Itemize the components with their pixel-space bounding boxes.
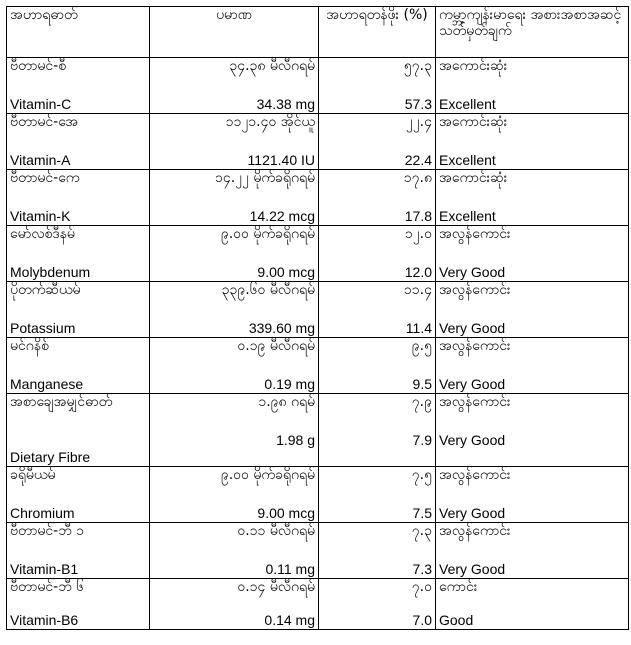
quantity-mm: ၉.၀၀ မိုက်ခရိုဂရမ် (220, 226, 315, 242)
percent-cell (319, 338, 436, 394)
rating-en: Very Good (439, 264, 506, 280)
quantity-cell (150, 58, 319, 114)
percent-cell (319, 282, 436, 338)
nutrient-name-cell (7, 282, 150, 338)
table-row (7, 170, 629, 226)
percent-en: 11.4 (405, 320, 432, 336)
rating-en: Very Good (439, 432, 506, 448)
quantity-cell (150, 467, 319, 523)
nutrient-name-cell (7, 226, 150, 282)
quantity-en: 34.38 mg (256, 96, 315, 112)
percent-cell (319, 170, 436, 226)
nutrient-name-mm: ဗီတာမင်-ဘီ ၁ (10, 523, 85, 539)
table-row (7, 58, 629, 114)
quantity-cell (150, 394, 319, 467)
quantity-cell (150, 226, 319, 282)
nutrient-name-en: Vitamin-B6 (10, 612, 79, 628)
percent-mm: ၉.၅ (411, 338, 432, 354)
percent-en: 7.0 (412, 612, 432, 628)
nutrient-name-cell (7, 58, 150, 114)
percent-cell (319, 579, 436, 630)
rating-cell (436, 523, 629, 579)
quantity-mm: ၀.၁၁ မီလီဂရမ် (237, 523, 315, 539)
table-row (7, 338, 629, 394)
table-row (7, 282, 629, 338)
nutrient-name-mm: ဗီတာမင်-ဘီ ၆ (10, 579, 85, 595)
percent-en: 7.5 (412, 505, 432, 521)
rating-en: Excellent (439, 96, 496, 112)
rating-mm: အလွန်ကောင်း (439, 523, 511, 539)
nutrient-name-mm: မော်လစ်ဒီနမ် (10, 226, 75, 242)
quantity-en: 14.22 mcg (249, 208, 315, 224)
percent-mm: ၇.၀ (411, 579, 432, 595)
rating-cell (436, 282, 629, 338)
nutrient-table (6, 6, 629, 630)
rating-en: Very Good (439, 376, 506, 392)
percent-en: 17.8 (404, 208, 432, 224)
percent-en: 57.3 (404, 96, 432, 112)
rating-cell (436, 226, 629, 282)
quantity-en: 9.00 mcg (257, 505, 315, 521)
quantity-mm: ၉.၀၀ မိုက်ခရိုဂရမ် (220, 467, 315, 483)
rating-en: Very Good (439, 505, 506, 521)
nutrient-name-en: Chromium (10, 505, 75, 521)
nutrient-name-cell (7, 338, 150, 394)
percent-mm: ၇.၃ (411, 523, 432, 539)
rating-en: Very Good (439, 320, 506, 336)
percent-cell (319, 226, 436, 282)
quantity-en: 0.11 mg (265, 561, 315, 577)
percent-cell (319, 467, 436, 523)
table-row (7, 467, 629, 523)
percent-en: 7.9 (412, 432, 432, 448)
header-percent: အဟာရတန်ဖိုး (%) (319, 7, 436, 58)
table-row (7, 579, 629, 630)
quantity-mm: ၁.၉၈ ဂရမ် (258, 394, 315, 410)
nutrient-name-cell (7, 170, 150, 226)
rating-mm: ကောင်း (439, 579, 478, 595)
percent-mm: ၁၁.၄ (403, 282, 432, 298)
nutrient-name-cell (7, 579, 150, 630)
header-rating: ကမ္ဘာ့ကျန်းမာရေး အစားအစာအဆင့်သတ်မှတ်ချက် (436, 7, 629, 58)
percent-cell (319, 58, 436, 114)
rating-en: Good (439, 612, 474, 628)
nutrient-name-cell (7, 114, 150, 170)
rating-mm: အကောင်းဆုံး (439, 114, 508, 130)
table-row (7, 226, 629, 282)
quantity-cell (150, 338, 319, 394)
header-nutrient: အဟာရဓာတ် (7, 7, 150, 58)
quantity-en: 1.98 g (276, 432, 315, 448)
nutrient-name-mm: ဗီတာမင်-အေ (10, 114, 79, 130)
nutrient-name-mm: ဗီတာမင်-ကေ (10, 170, 80, 186)
quantity-cell (150, 579, 319, 630)
quantity-mm: ၀.၁၄ မီလီဂရမ် (237, 579, 315, 595)
nutrient-name-cell (7, 394, 150, 467)
percent-cell (319, 114, 436, 170)
nutrient-name-en: Vitamin-C (10, 96, 72, 112)
rating-cell (436, 394, 629, 467)
quantity-cell (150, 170, 319, 226)
nutrient-name-cell (7, 467, 150, 523)
rating-cell (436, 579, 629, 630)
rating-cell (436, 338, 629, 394)
percent-mm: ၁၂.၀ (404, 226, 432, 242)
percent-mm: ၁၇.၈ (403, 170, 432, 186)
table-row (7, 114, 629, 170)
percent-en: 12.0 (404, 264, 432, 280)
nutrient-name-en: Dietary Fibre (10, 449, 91, 465)
header-quantity: ပမာဏ (150, 7, 319, 58)
quantity-en: 9.00 mcg (257, 264, 315, 280)
percent-en: 7.3 (412, 561, 432, 577)
nutrient-name-mm: ခရိုမီယမ် (10, 467, 56, 483)
quantity-mm: ၁၄.၂၂ မိုက်ခရိုဂရမ် (214, 170, 315, 186)
rating-cell (436, 467, 629, 523)
nutrient-name-en: Manganese (10, 376, 84, 392)
rating-mm: အလွန်ကောင်း (439, 467, 511, 483)
percent-mm: ၅၇.၃ (403, 58, 432, 74)
nutrient-name-cell (7, 523, 150, 579)
table-row (7, 523, 629, 579)
percent-mm: ၇.၅ (411, 467, 432, 483)
quantity-en: 0.14 mg (264, 612, 315, 628)
nutrient-name-mm: ပိုတက်ဆီယမ် (10, 282, 81, 298)
table-body (7, 58, 629, 630)
rating-en: Very Good (439, 561, 506, 577)
quantity-mm: ၃၄.၃၈ မီလီဂရမ် (229, 58, 315, 74)
percent-en: 9.5 (412, 376, 432, 392)
rating-en: Excellent (439, 152, 496, 168)
quantity-mm: ၁၁၂၁.၄၀ အိုင်ယူ (225, 114, 315, 130)
table-row (7, 394, 629, 467)
percent-cell (319, 394, 436, 467)
quantity-en: 0.19 mg (264, 376, 315, 392)
rating-cell (436, 170, 629, 226)
rating-mm: အကောင်းဆုံး (439, 58, 508, 74)
rating-mm: အလွန်ကောင်း (439, 338, 511, 354)
percent-en: 22.4 (404, 152, 432, 168)
nutrient-name-en: Vitamin-K (10, 208, 71, 224)
rating-mm: အလွန်ကောင်း (439, 226, 511, 242)
nutrient-name-mm: ဗီတာမင်-စီ (10, 58, 67, 74)
header-row (7, 7, 629, 58)
rating-cell (436, 58, 629, 114)
nutrient-name-en: Vitamin-A (10, 152, 71, 168)
quantity-mm: ၀.၁၉ မီလီဂရမ် (237, 338, 315, 354)
percent-mm: ၇.၉ (411, 394, 432, 410)
table-header (7, 7, 629, 58)
quantity-en: 1121.40 IU (247, 152, 315, 168)
quantity-cell (150, 282, 319, 338)
percent-cell (319, 523, 436, 579)
rating-mm: အလွန်ကောင်း (439, 394, 511, 410)
nutrient-name-en: Vitamin-B1 (10, 561, 79, 577)
nutrient-name-mm: မင်ဂနိစ် (10, 338, 49, 354)
nutrient-name-en: Molybdenum (10, 264, 91, 280)
nutrient-name-en: Potassium (10, 320, 76, 336)
rating-en: Excellent (439, 208, 496, 224)
quantity-cell (150, 114, 319, 170)
nutrient-name-mm: အစာချေအမျှင်ဓာတ် (10, 394, 113, 410)
rating-cell (436, 114, 629, 170)
rating-mm: အကောင်းဆုံး (439, 170, 508, 186)
quantity-cell (150, 523, 319, 579)
quantity-mm: ၃၃၉.၆၀ မီလီဂရမ် (221, 282, 315, 298)
percent-mm: ၂၂.၄ (405, 114, 432, 130)
rating-mm: အလွန်ကောင်း (439, 282, 511, 298)
quantity-en: 339.60 mg (248, 320, 315, 336)
